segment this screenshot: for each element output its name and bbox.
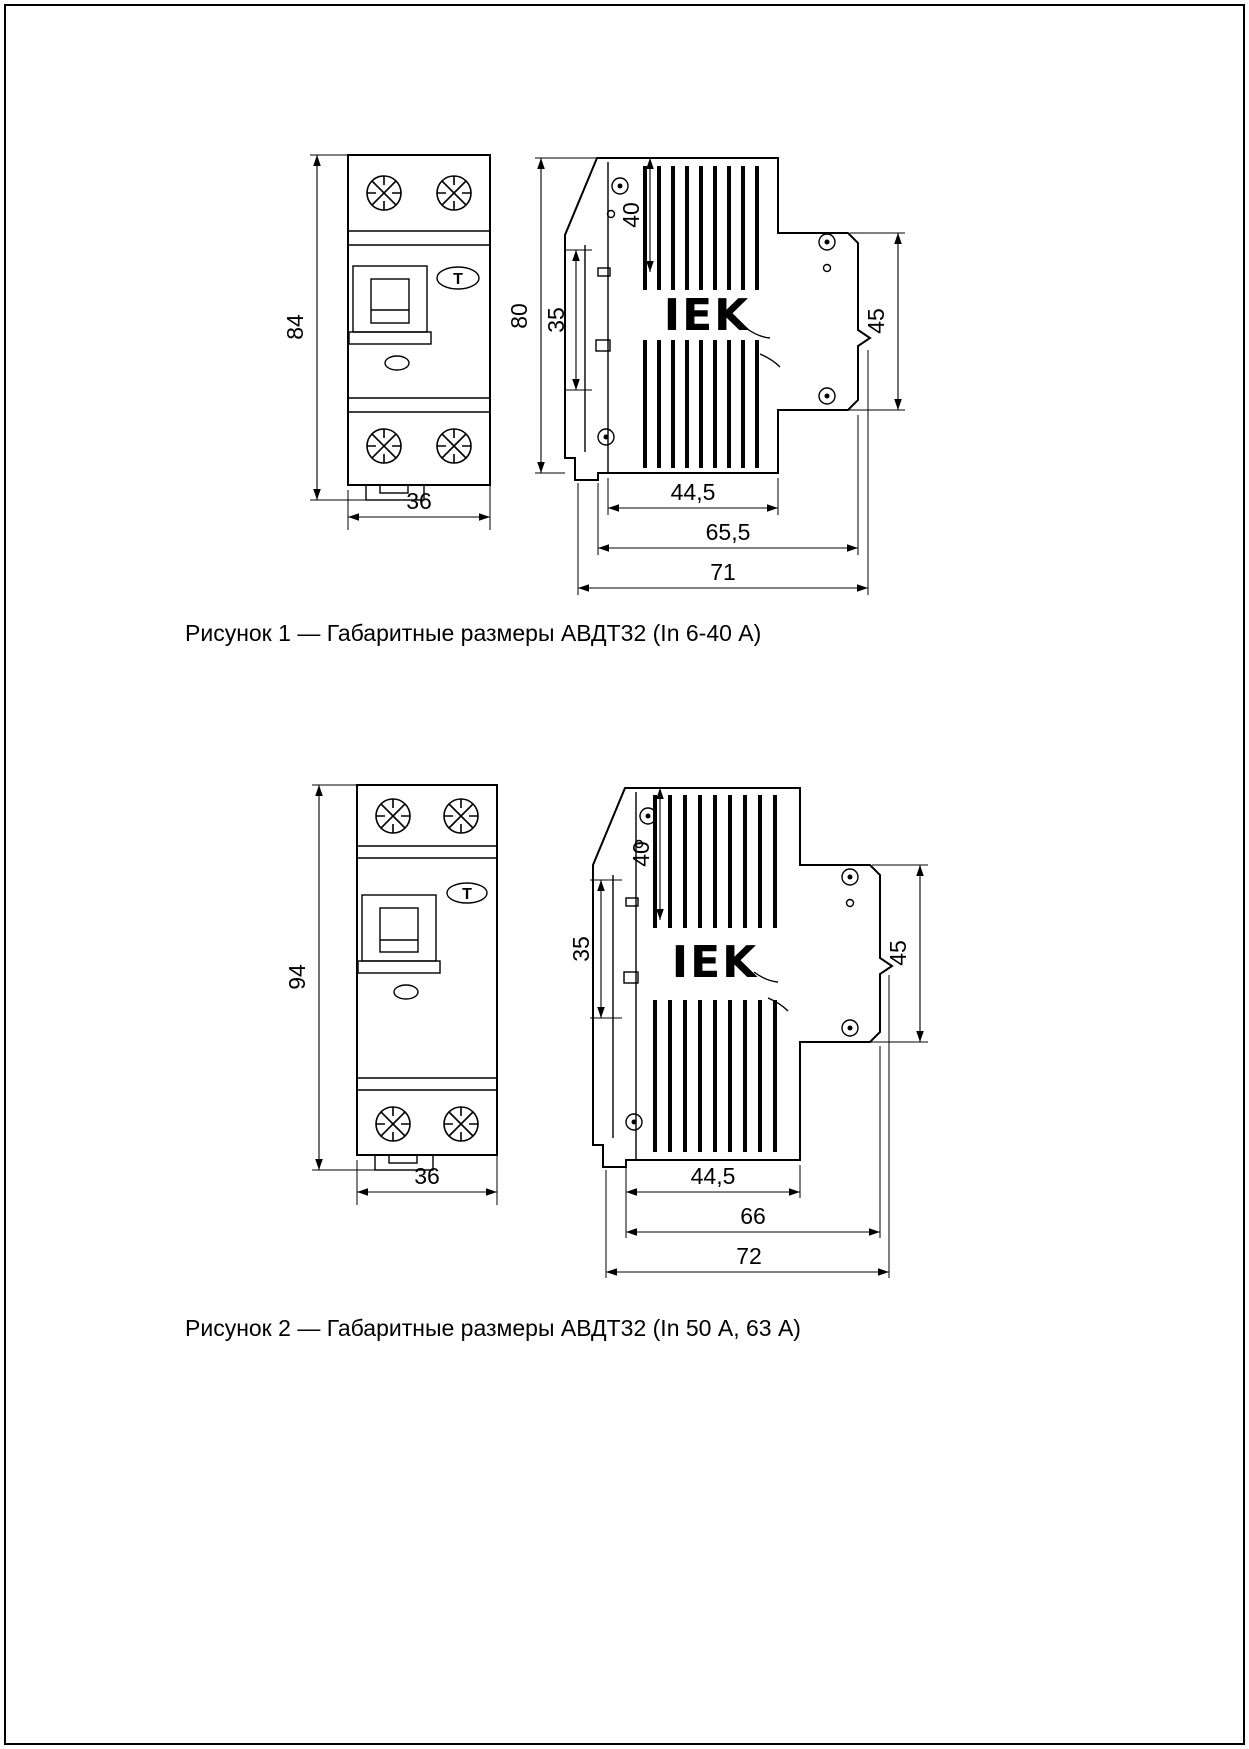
rivet-icon bbox=[819, 388, 835, 404]
toggle-switch bbox=[349, 266, 431, 344]
rivet-icon bbox=[612, 178, 628, 194]
figure1 bbox=[282, 155, 905, 595]
dim-top-40: 40 bbox=[618, 202, 644, 228]
figure1-front-dimensions bbox=[282, 155, 490, 530]
dim-depth-44-5: 44,5 bbox=[690, 1163, 736, 1189]
screw-icon bbox=[437, 429, 471, 463]
figure2-front-dimensions bbox=[284, 785, 497, 1205]
vent-slots-bottom bbox=[645, 340, 757, 468]
rivet-icon bbox=[819, 234, 835, 250]
test-button bbox=[447, 883, 487, 903]
figure2-caption: Рисунок 2 — Габаритные размеры АВДТ32 (In 50 А, 63 А) bbox=[185, 1315, 801, 1341]
dim-total-71: 71 bbox=[710, 559, 736, 585]
dim-rear-45: 45 bbox=[885, 940, 911, 966]
dim-height-80: 80 bbox=[506, 303, 532, 329]
dim-depth-44-5: 44,5 bbox=[670, 479, 716, 505]
test-button-label: T bbox=[462, 886, 472, 903]
din-clip-detail bbox=[389, 1155, 417, 1163]
dim-width-36: 36 bbox=[414, 1163, 440, 1189]
figure1-side-view bbox=[565, 158, 870, 480]
front-section-lines bbox=[348, 231, 490, 412]
breaker-front-body bbox=[357, 785, 497, 1155]
figure2 bbox=[284, 785, 928, 1278]
molding-marks bbox=[746, 328, 780, 367]
dim-rear-45: 45 bbox=[863, 308, 889, 334]
iek-logo: IEK bbox=[663, 290, 751, 341]
indicator-window bbox=[394, 985, 418, 999]
dim-rail-35: 35 bbox=[568, 936, 594, 962]
dim-height-94: 94 bbox=[284, 964, 310, 990]
figure2-front-view bbox=[357, 785, 497, 1170]
screw-icon bbox=[444, 799, 478, 833]
figure1-caption: Рисунок 1 — Габаритные размеры АВДТ32 (In 6-40 А) bbox=[185, 620, 762, 646]
breaker-front-body bbox=[348, 155, 490, 485]
dim-rail-35: 35 bbox=[543, 307, 569, 333]
dim-total-72: 72 bbox=[736, 1243, 762, 1269]
front-section-lines bbox=[357, 846, 497, 1090]
indicator-window bbox=[385, 356, 409, 370]
rivet-icon bbox=[842, 869, 858, 885]
dim-depth-65-5: 65,5 bbox=[705, 519, 751, 545]
toggle-switch bbox=[358, 895, 440, 973]
small-hole-icon bbox=[847, 900, 854, 907]
small-hole-icon bbox=[824, 265, 831, 272]
iek-logo: IEK bbox=[671, 937, 759, 988]
dim-top-40: 40 bbox=[628, 841, 654, 867]
screw-icon bbox=[376, 1107, 410, 1141]
screw-icon bbox=[367, 429, 401, 463]
screw-icon bbox=[437, 176, 471, 210]
dim-height-84: 84 bbox=[282, 314, 308, 340]
test-button bbox=[437, 267, 479, 289]
side-inner-lines bbox=[585, 162, 608, 473]
test-button-label: T bbox=[453, 271, 463, 288]
din-clip-detail bbox=[380, 485, 408, 493]
screw-icon bbox=[444, 1107, 478, 1141]
rivet-icon bbox=[598, 429, 614, 445]
vent-slots-top bbox=[645, 166, 757, 290]
vent-slots-top bbox=[655, 795, 775, 928]
screw-icon bbox=[367, 176, 401, 210]
figure1-front-view bbox=[348, 155, 490, 500]
dim-width-36: 36 bbox=[406, 488, 432, 514]
rivet-icon bbox=[842, 1020, 858, 1036]
vent-slots-bottom bbox=[655, 1000, 775, 1152]
figure2-side-dimensions bbox=[568, 788, 928, 1278]
dim-depth-66: 66 bbox=[740, 1203, 766, 1229]
screw-icon bbox=[376, 799, 410, 833]
rivet-icon bbox=[626, 1114, 642, 1130]
